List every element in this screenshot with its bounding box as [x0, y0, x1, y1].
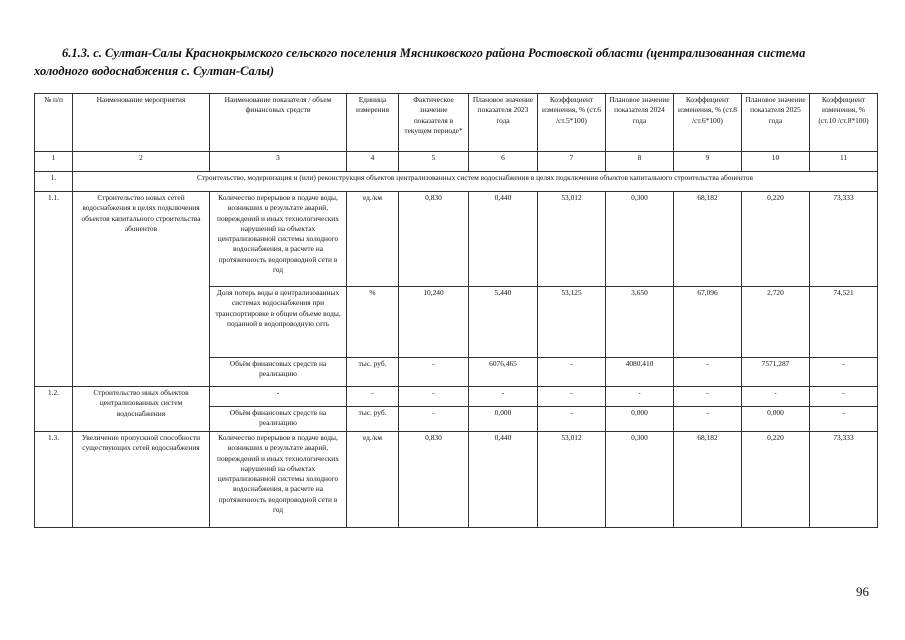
- header-cell: Фактическое значение показателя в текущем периоде*: [399, 94, 469, 152]
- value-cell: -: [674, 358, 742, 387]
- measure-name: Увеличение пропускной способности существующих сетей водоснабжения: [73, 432, 210, 528]
- value-cell: 0,440: [469, 432, 538, 528]
- value-cell: -: [538, 387, 606, 407]
- value-cell: 0,830: [399, 432, 469, 528]
- heading-line-2: холодного водоснабжения с. Султан-Салы): [34, 64, 275, 78]
- value-cell: -: [810, 387, 878, 407]
- indicator-name: -: [210, 387, 347, 407]
- column-number: 3: [210, 152, 347, 172]
- row-number: 1.3.: [35, 432, 73, 528]
- value-cell: 0,830: [399, 192, 469, 287]
- value-cell: 7571,287: [742, 358, 810, 387]
- value-cell: 73,333: [810, 192, 878, 287]
- value-cell: 5,440: [469, 287, 538, 358]
- value-cell: -: [810, 407, 878, 432]
- column-number: 4: [347, 152, 399, 172]
- value-cell: -: [674, 407, 742, 432]
- value-cell: 3,650: [606, 287, 674, 358]
- header-row: [35, 94, 878, 152]
- header-cell: Коэффициент изменения, % (ст.6 /ст.5*100): [538, 94, 606, 152]
- value-cell: 0,300: [606, 192, 674, 287]
- header-cell: Плановое значение показателя 2025 года: [742, 94, 810, 152]
- indicator-name: Объём финансовых средств на реализацию: [210, 358, 347, 387]
- column-number: 8: [606, 152, 674, 172]
- measure-name: Строительство иных объектов централизованных систем водоснабжения: [73, 387, 210, 432]
- value-cell: 53,125: [538, 287, 606, 358]
- value-cell: 53,012: [538, 432, 606, 528]
- table-row: [35, 387, 878, 407]
- header-cell: № п/п: [35, 94, 73, 152]
- value-cell: 73,333: [810, 432, 878, 528]
- indicator-name: Объём финансовых средств на реализацию: [210, 407, 347, 432]
- indicator-name: Количество перерывов в подаче воды, возникших в результате аварий, повреждений и иных технологических нарушений на объектах централизованной системы холодного водоснабжения, в расчете на протяженность водопроводной сети в год: [210, 192, 347, 287]
- heading-line-1: 6.1.3. с. Султан-Салы Краснокрымского сельского поселения Мясниковского района Ростовской области (централизованная система: [62, 46, 806, 60]
- section-title: Строительство, модернизация и (или) реконструкция объектов централизованных систем водоснабжения в целях подключения объектов капитального строительства абонентов: [73, 172, 878, 192]
- table-row: [35, 432, 878, 528]
- value-cell: 0,220: [742, 192, 810, 287]
- value-cell: -: [538, 358, 606, 387]
- value-cell: -: [399, 407, 469, 432]
- value-cell: 74,521: [810, 287, 878, 358]
- value-cell: 0,000: [469, 407, 538, 432]
- unit-cell: -: [347, 387, 399, 407]
- value-cell: -: [810, 358, 878, 387]
- unit-cell: ед./км: [347, 192, 399, 287]
- value-cell: 67,096: [674, 287, 742, 358]
- measure-name: Строительство новых сетей водоснабжения в целях подключения объектов капитального строительства абонентов: [73, 192, 210, 387]
- value-cell: 0,300: [606, 432, 674, 528]
- value-cell: 0,440: [469, 192, 538, 287]
- value-cell: 0,000: [742, 407, 810, 432]
- header-cell: Наименование мероприятия: [73, 94, 210, 152]
- section-row: [35, 172, 878, 192]
- header-cell: Плановое значение показателя 2024 года: [606, 94, 674, 152]
- header-cell: Единица измерения: [347, 94, 399, 152]
- value-cell: -: [674, 387, 742, 407]
- column-number: 2: [73, 152, 210, 172]
- indicator-name: Количество перерывов в подаче воды, возникших в результате аварий, повреждений и иных технологических нарушений на объектах централизованной системы холодного водоснабжения, в расчете на протяженность водопроводной сети в год: [210, 432, 347, 528]
- value-cell: -: [399, 387, 469, 407]
- header-cell: Коэффициент изменения, % (ст.8 /ст.6*100): [674, 94, 742, 152]
- header-cell: Коэффициент изменения, % (ст.10 /ст.8*100): [810, 94, 878, 152]
- value-cell: 6076,465: [469, 358, 538, 387]
- value-cell: -: [399, 358, 469, 387]
- value-cell: 68,182: [674, 192, 742, 287]
- column-number: 10: [742, 152, 810, 172]
- row-number: 1.2.: [35, 387, 73, 432]
- value-cell: -: [538, 407, 606, 432]
- column-number: 5: [399, 152, 469, 172]
- column-number: 9: [674, 152, 742, 172]
- value-cell: -: [742, 387, 810, 407]
- value-cell: 2,720: [742, 287, 810, 358]
- value-cell: 0,000: [606, 407, 674, 432]
- value-cell: 68,182: [674, 432, 742, 528]
- value-cell: 53,012: [538, 192, 606, 287]
- unit-cell: тыс. руб.: [347, 407, 399, 432]
- unit-cell: тыс. руб.: [347, 358, 399, 387]
- header-cell: Наименование показателя / объем финансовых средств: [210, 94, 347, 152]
- value-cell: 10,240: [399, 287, 469, 358]
- unit-cell: %: [347, 287, 399, 358]
- unit-cell: ед./км: [347, 432, 399, 528]
- page-number: 96: [856, 584, 869, 599]
- header-cell: Плановое значение показателя 2023 года: [469, 94, 538, 152]
- value-cell: -: [469, 387, 538, 407]
- value-cell: -: [606, 387, 674, 407]
- indicator-name: Доля потерь воды в централизованных системах водоснабжения при транспортировке в общем объеме воды, поданной в водопроводную сеть: [210, 287, 347, 358]
- table-row: [35, 192, 878, 287]
- value-cell: 0,220: [742, 432, 810, 528]
- value-cell: 4080,410: [606, 358, 674, 387]
- column-number: 6: [469, 152, 538, 172]
- row-number: 1.1.: [35, 192, 73, 387]
- column-number: 11: [810, 152, 878, 172]
- indicators-table: [34, 93, 878, 528]
- column-number: 1: [35, 152, 73, 172]
- section-heading: [34, 44, 879, 80]
- row-number: 1.: [35, 172, 73, 192]
- column-number-row: [35, 152, 878, 172]
- column-number: 7: [538, 152, 606, 172]
